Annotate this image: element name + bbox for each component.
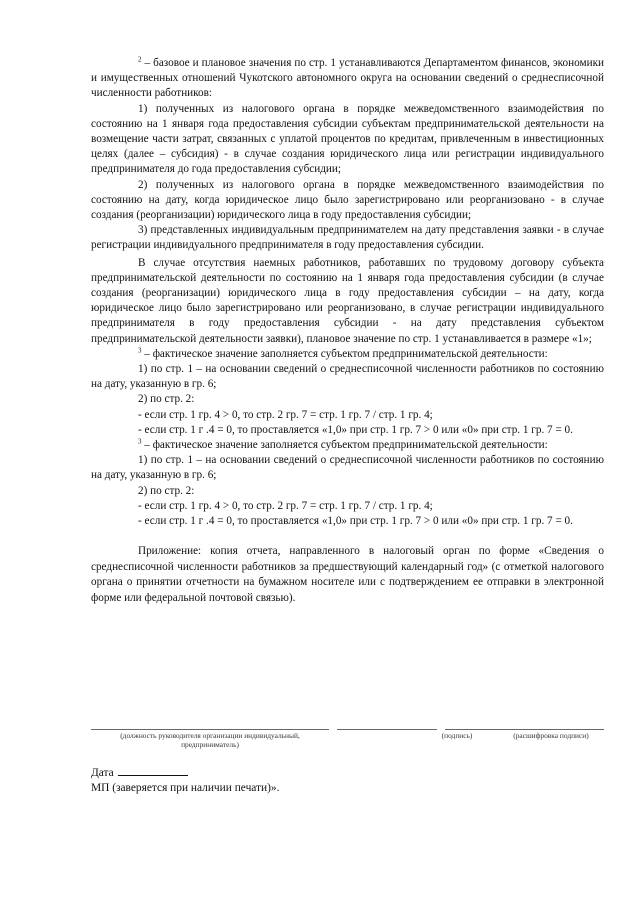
paragraph: 3) представленных индивидуальным предпринимателем на дату представления заявки - в случае регистрации индивидуального предпринимателя в году предоставления субсидии. xyxy=(91,224,604,252)
stamp-note: МП (заверяется при наличии печати)». xyxy=(91,782,280,795)
position-caption: (должность руководителя организации индивидуальный, предприниматель) xyxy=(120,731,300,749)
paragraph: 2) по стр. 2: xyxy=(138,484,195,497)
paragraph: - если стр. 1 гр. 4 > 0, то стр. 2 гр. 7 = стр. 1 гр. 7 / стр. 1 гр. 4; xyxy=(138,408,433,421)
paragraph: - если стр. 1 гр. 4 > 0, то стр. 2 гр. 7 = стр. 1 гр. 7 / стр. 1 гр. 4; xyxy=(138,499,433,512)
date-field[interactable] xyxy=(118,765,188,776)
signature-caption: (подпись) xyxy=(441,731,473,740)
position-line xyxy=(91,729,329,730)
paragraph: 2) полученных из налогового органа в порядке межведомственного взаимодействия по состоянию на дату, когда юридическое лицо было зарегистрировано или реорганизовано - в случае создания (реорганизации) юридического лица в году предоставления субсидии; xyxy=(91,178,604,222)
date-row xyxy=(91,765,279,781)
attachment-note: Приложение: копия отчета, направленного в налоговый орган по форме «Сведения о среднесписочной численности работников за предшествующий календарный год» (с отметкой налогового органа о принятии отчетности на бумажном носителе или с подтверждением ее отправки в электронной форме или федеральной почтовой связью). xyxy=(91,545,604,604)
footnote-mark: 3 xyxy=(138,437,142,446)
paragraph: 1) по стр. 1 – на основании сведений о среднесписочной численности работников по состоянию на дату, указанную в гр. 6; xyxy=(91,363,604,391)
date-label: Дата xyxy=(91,767,114,779)
note-2-paragraph: $^2$ – базовое и плановое значения по стр. 1 устанавливаются Департаментом финансов, экономики и имущественных отношений Чукотского автономного округа на основании сведений о среднесписочной численности работников: xyxy=(91,55,604,100)
note-3-paragraph: $^3$ – фактическое значение заполняется субъектом предпринимательской деятельности: xyxy=(138,437,548,452)
decoding-line xyxy=(445,729,604,730)
decoding-caption: (расшифровка подписи) xyxy=(513,731,589,740)
document-body xyxy=(91,56,604,617)
note-3-paragraph: $^3$ – фактическое значение заполняется субъектом предпринимательской деятельности: xyxy=(138,346,548,360)
paragraph: 1) полученных из налогового органа в порядке межведомственного взаимодействия по состоянию на 1 января года предоставления субсидии субъектам предпринимательской деятельности на возмещение части затрат, связанных с уплатой процентов по кредитам, привлеченным в инвестиционных целях (далее – субсидия) - в случае создания юридического лица или регистрации индивидуального предпринимателя до года предоставления субсидии; xyxy=(91,102,604,176)
paragraph: - если стр. 1 г .4 = 0, то проставляется «1,0» при стр. 1 гр. 7 > 0 или «0» при стр. 1 гр. 7 = 0. xyxy=(138,423,573,436)
paragraph: 1) по стр. 1 – на основании сведений о среднесписочной численности работников по состоянию на дату, указанную в гр. 6; xyxy=(91,454,604,482)
footnote-mark: 2 xyxy=(138,55,142,64)
date-block xyxy=(91,765,279,796)
paragraph: - если стр. 1 г .4 = 0, то проставляется «1,0» при стр. 1 гр. 7 > 0 или «0» при стр. 1 гр. 7 = 0. xyxy=(138,515,573,528)
paragraph: В случае отсутствия наемных работников, работавших по трудовому договору субъекта предпринимательской деятельности по состоянию на 1 января года предоставления субсидии (в случае создания (реорганизации) юридического лица в году предоставления субсидии – на дату, когда юридическое лицо было зарегистрировано или реорганизовано, в случае регистрации индивидуального предпринимателя в году предоставления субсидии - на дату представления субъектом предпринимательской деятельности заявки), плановое значение по стр. 1 устанавливается в размере «1»; xyxy=(91,256,604,345)
signature-block xyxy=(91,729,604,753)
signature-line xyxy=(337,729,437,730)
footnote-mark: 3 xyxy=(138,346,142,355)
paragraph: 2) по стр. 2: xyxy=(138,393,195,406)
